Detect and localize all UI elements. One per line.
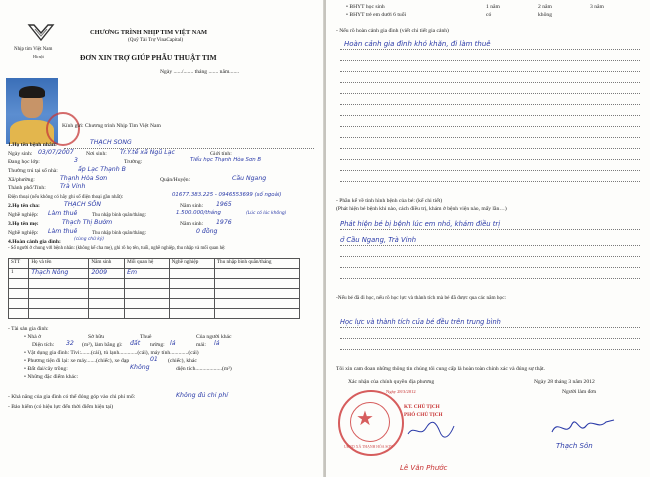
insurance-option: có xyxy=(486,12,492,18)
table-row xyxy=(9,309,300,319)
official-stamp-date: Ngày 28/3/2012 xyxy=(386,389,416,394)
asset-owner-label: Sở hữu xyxy=(88,334,105,340)
asset-area-value: 32 xyxy=(66,340,74,347)
insurance-child-label: • BHYT trẻ em dưới 6 tuổi xyxy=(346,12,407,18)
field-district-label: Quận/Huyện: xyxy=(160,177,191,183)
heart-logo-icon xyxy=(26,22,56,44)
table-header: Họ và tên xyxy=(29,259,89,269)
field-father-income-label: Thu nhập bình quân/tháng: xyxy=(92,213,147,218)
table-header: Mối quan hệ xyxy=(125,259,170,269)
field-birthplace-value: Tr.Y.tế xã Ngũ Lạc xyxy=(120,149,175,156)
field-address-value: ấp Lạc Thạnh B xyxy=(78,166,126,173)
asset-land-value: Không xyxy=(130,364,150,371)
field-mother-job-label: Nghề nghiệp: xyxy=(8,230,39,236)
question-school: -Nếu bé đã đi học, nếu rõ học lực và thành tích mà bé đã được qua các năm học: xyxy=(336,295,507,301)
asset-items-line: • Vật dụng gia đình: Tivi:.......(cái), tủ lạnh.............(cái), máy tính.............(cái) xyxy=(24,350,199,356)
field-father-income-value: 1.500.000/tháng xyxy=(176,210,221,216)
section-family-desc: - Số người ở chung với bệnh nhân: (không kể cha mẹ), ghi rõ họ tên, tuổi, nghề nghiệp, thu nhập và mối quan hệ: xyxy=(8,246,226,251)
official-subtitle: PHÓ CHỦ TỊCH xyxy=(404,412,443,418)
insurance-label: - Bảo hiểm (có hiệu lực đến thời điểm hiện tại) xyxy=(8,404,114,410)
official-title: KT. CHỦ TỊCH xyxy=(404,404,440,410)
insurance-option: 2 năm xyxy=(538,4,552,10)
table-header: Nghề nghiệp xyxy=(169,259,214,269)
asset-transport-value: 01 xyxy=(150,356,158,363)
field-mother-income-value: 0 đồng xyxy=(196,228,218,235)
asset-transport-label: • Phương tiện đi lại: xe máy.......(chiếc), xe đạp xyxy=(24,358,130,364)
asset-area-label: Diện tích: xyxy=(32,342,55,348)
field-ward-value: Thạnh Hòa Sơn xyxy=(60,175,108,182)
table-row xyxy=(9,289,300,299)
field-father-income-note: (Lúc có lúc không) xyxy=(246,211,287,216)
field-gender-label: Giới tính: xyxy=(210,151,232,157)
field-district-value: Cầu Ngang xyxy=(232,175,267,182)
official-name: Lê Văn Phước xyxy=(400,464,448,472)
field-mother-job-value: Làm thuê xyxy=(48,228,78,235)
field-dob-label: Ngày sinh: xyxy=(8,151,33,157)
table-row xyxy=(9,279,300,289)
date-line: Ngày ....../....... tháng ....... năm....... xyxy=(160,69,240,75)
official-signature-icon xyxy=(406,420,456,440)
question-illness-sub: (Phát hiện bé bệnh khi nào, cách điều trị, khám ở bệnh viện nào, mấy lần…) xyxy=(336,206,507,212)
field-city-value: Trà Vinh xyxy=(60,183,86,190)
form-title: ĐƠN XIN TRỢ GIÚP PHẪU THUẬT TIM xyxy=(80,53,217,62)
sign-date: Ngày 28 tháng 3 năm 2012 xyxy=(534,379,595,385)
commitment-text: Tôi xin cam đoan những thông tin chúng tôi cung cấp là hoàn toàn chính xác và đúng sự thật. xyxy=(336,366,545,372)
contribution-label: - Khả năng của gia đình có thể đóng góp vào chi phí mổ: xyxy=(8,394,136,400)
table-header: Thu nhập bình quân/tháng xyxy=(214,259,299,269)
table-header-row xyxy=(9,259,300,269)
field-father-job-label: Nghề nghiệp: xyxy=(8,212,39,218)
official-seal: ★ UBND XÃ THẠNH HÒA SƠN xyxy=(338,390,404,456)
contribution-value: Không đủ chi phí xyxy=(176,392,228,399)
insurance-option: không xyxy=(538,12,552,18)
asset-roof-value: lá xyxy=(214,340,220,347)
asset-special-label: • Những đặc điểm khác: xyxy=(24,374,79,380)
field-school-label: Đang học lớp: xyxy=(8,159,40,165)
asset-other-label: Của người khác xyxy=(196,334,232,340)
sponsor-line: (Quỹ Tài Trợ VinaCapital) xyxy=(128,37,184,43)
answer-family: Hoàn cảnh gia đình khó khăn, đi làm thuê xyxy=(344,40,491,48)
asset-house-label: • Nhà ở xyxy=(24,334,42,340)
applicant-signature-icon xyxy=(548,412,618,442)
question-illness: - Phần kể về tình hình bệnh của bé: (kể chi tiết) xyxy=(336,198,443,204)
field-mother-year-label: Năm sinh: xyxy=(180,221,204,227)
field-patient-name-label: 1.Họ tên bệnh nhân: xyxy=(8,142,57,148)
table-row xyxy=(9,269,300,279)
table-cell: 1 xyxy=(9,269,29,279)
insurance-option: 1 năm xyxy=(486,4,500,10)
field-school2-value: Tiểu học Thạnh Hòa Sơn B xyxy=(190,157,262,163)
table-cell: Em xyxy=(125,269,170,279)
section-family-note: (cùng chữ ký) xyxy=(74,237,105,242)
recipient-line: Kính gửi: Chương trình Nhịp Tim Việt Nam xyxy=(62,123,161,129)
asset-roof-label: mái: xyxy=(196,342,206,348)
question-family: - Nếu rõ hoàn cảnh gia đình (viết chi tiết gia cảnh) xyxy=(336,28,449,34)
table-cell xyxy=(214,269,299,279)
program-title: CHƯƠNG TRÌNH NHỊP TIM VIỆT NAM xyxy=(90,29,207,36)
table-header: Năm sinh xyxy=(89,259,125,269)
field-school-value: 3 xyxy=(74,157,78,164)
asset-material-value: đất xyxy=(130,340,141,347)
asset-land-tail: diện tích...................(m²) xyxy=(176,366,232,372)
insurance-student-label: • BHYT học sinh xyxy=(346,4,385,10)
applicant-label: Người làm đơn xyxy=(562,389,597,395)
answer-illness-line1: Phát hiện bé bị bệnh lúc em nhỏ, khám điều trị xyxy=(340,220,501,228)
field-mother-label: 3.Họ tên mẹ: xyxy=(8,221,39,227)
field-father-year-label: Năm sinh: xyxy=(180,203,204,209)
field-father-year-value: 1965 xyxy=(216,201,232,208)
asset-transport-tail: (chiếc), khác xyxy=(168,358,197,364)
field-mother-year-value: 1976 xyxy=(216,219,232,226)
seal-org: UBND XÃ THẠNH HÒA SƠN xyxy=(344,445,393,449)
field-birthplace-label: Nơi sinh: xyxy=(86,151,107,157)
table-header: STT xyxy=(9,259,29,269)
assets-title: - Tài sản gia đình: xyxy=(8,326,49,332)
field-father-label: 2.Họ tên cha: xyxy=(8,203,40,209)
asset-wall-label: tường: xyxy=(150,342,165,348)
field-address-label: Thường trú tại số nhà: xyxy=(8,168,58,174)
field-city-label: Thành phố/Tỉnh: xyxy=(8,185,46,191)
asset-wall-value: lá xyxy=(170,340,176,347)
applicant-name: Thạch Sôn xyxy=(556,442,593,450)
field-father-job-value: Làm thuê xyxy=(48,210,78,217)
field-dob-value: 03/07/2007 xyxy=(38,149,74,156)
asset-land-label: • Đất đai/cây trồng: xyxy=(24,366,68,372)
field-phone-value: 01677.383.225 - 0946553699 (số ngoài) xyxy=(172,192,282,198)
field-father-value: THẠCH SÔN xyxy=(64,201,102,208)
confirm-label: Xác nhận của chính quyền địa phương xyxy=(348,379,435,385)
logo-subtext: Hà nội xyxy=(33,54,44,59)
household-table xyxy=(8,258,300,319)
insurance-option: 3 năm xyxy=(590,4,604,10)
field-mother-income-label: Thu nhập bình quân/tháng: xyxy=(92,231,147,236)
table-row xyxy=(9,299,300,309)
table-cell: Thạch Nông xyxy=(29,269,89,279)
table-cell xyxy=(169,269,214,279)
logo-text: Nhịp tim Việt Nam xyxy=(14,47,53,52)
field-patient-name-value: THẠCH SONG xyxy=(90,139,132,146)
form-page-1 xyxy=(0,0,324,477)
field-school2-label: Trường: xyxy=(124,159,143,165)
table-cell: 2009 xyxy=(89,269,125,279)
asset-material-label: (m²), làm bằng gì: xyxy=(82,342,123,348)
field-ward-label: Xã/phường: xyxy=(8,177,35,183)
field-mother-value: Thạch Thị Bướm xyxy=(62,219,113,226)
section-family-title: 4.Hoàn cảnh gia đình: xyxy=(8,239,61,245)
answer-illness-line2: ở Cầu Ngang, Trà Vinh xyxy=(340,236,417,244)
form-page-2 xyxy=(326,0,650,477)
field-phone-label: Điện thoại (nếu không có hãy ghi số điện thoại gần nhất): xyxy=(8,195,124,200)
asset-rent-label: Thuê xyxy=(140,334,152,340)
answer-school: Học lực và thành tích của bé đều trên trung bình xyxy=(340,318,501,326)
